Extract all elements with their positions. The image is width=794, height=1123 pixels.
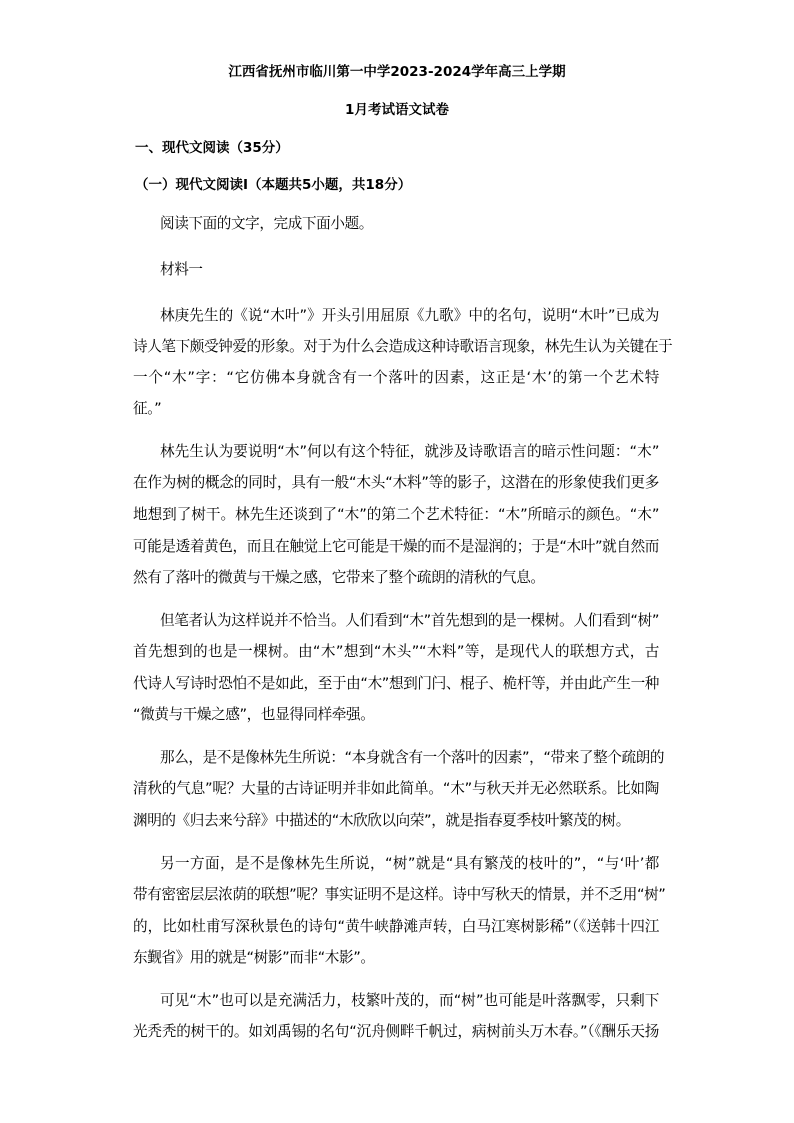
paragraph-line: “微黄与干燥之感”，也显得同样牵强。 — [133, 706, 375, 723]
exam-title-line2: 1月考试语文试卷 — [345, 102, 449, 118]
instruction-text: 阅读下面的文字，完成下面小题。 — [160, 215, 373, 232]
paragraph-line: 但笔者认为这样说并不恰当。人们看到“木”首先想到的是一棵树。人们看到“树” — [160, 612, 659, 629]
paragraph-line: 可见“木”也可以是充满活力，枝繁叶茂的，而“树”也可能是叶落飘零，只剩下 — [160, 992, 659, 1009]
paragraph-line: 征。” — [133, 400, 162, 417]
subsection-heading: （一）现代文阅读Ⅰ（本题共5小题，共18分） — [135, 177, 412, 193]
paragraph-line: 另一方面，是不是像林先生所说，“树”就是“具有繁茂的枝叶的”，“与‘叶’都 — [160, 855, 659, 872]
paragraph-line: 带有密密层层浓荫的联想”呢？事实证明不是这样。诗中写秋天的情景，并不乏用“树” — [133, 886, 666, 903]
paragraph-line: 代诗人写诗时恐怕不是如此，至于由“木”想到门闩、棍子、桅杆等，并由此产生一种 — [133, 675, 659, 692]
paragraph-line: 地想到了树干。林先生还谈到了“木”的第二个艺术特征：“木”所暗示的颜色。“木” — [133, 506, 659, 523]
paragraph-line: 那么，是不是像林先生所说：“本身就含有一个落叶的因素”，“带来了整个疏朗的 — [160, 749, 665, 766]
paragraph-line: 渊明的《归去来兮辞》中描述的“木欣欣以向荣”，就是指春夏季枝叶繁茂的树。 — [133, 812, 630, 829]
exam-title-line1: 江西省抚州市临川第一中学2023-2024学年高三上学期 — [228, 64, 566, 80]
paragraph-line: 林庚先生的《说“木叶”》开头引用屈原《九歌》中的名句，说明“木叶”已成为 — [160, 307, 659, 324]
paragraph-line: 清秋的气息”呢？大量的古诗证明并非如此简单。“木”与秋天并无必然联系。比如陶 — [133, 780, 659, 797]
paragraph-line: 光秃秃的树干的。如刘禹锡的名句“沉舟侧畔千帆过，病树前头万木春。”（《酬乐天扬 — [133, 1023, 659, 1040]
material-label: 材料一 — [160, 261, 203, 278]
paragraph-line: 一个“木”字：“它仿佛本身就含有一个落叶的因素，这正是‘木’的第一个艺术特 — [133, 369, 659, 386]
paragraph-line: 诗人笔下颇受钟爱的形象。对于为什么会造成这种诗歌语言现象，林先生认为关键在于 — [133, 338, 673, 355]
paragraph-line: 首先想到的也是一棵树。由“木”想到“木头”“木料”等，是现代人的联想方式，古 — [133, 643, 659, 660]
paragraph-line: 林先生认为要说明“木”何以有这个特征，就涉及诗歌语言的暗示性问题：“木” — [160, 443, 659, 460]
paragraph-line: 可能是透着黄色，而且在触觉上它可能是干燥的而不是湿润的；于是“木叶”就自然而 — [133, 538, 659, 555]
paragraph-line: 在作为树的概念的同时，具有一般“木头“木料”等的影子，这潜在的形象使我们更多 — [133, 474, 659, 491]
section-heading: 一、现代文阅读（35分） — [135, 140, 289, 156]
paragraph-line: 的，比如杜甫写深秋景色的诗句“黄牛峡静滩声转，白马江寒树影稀”（《送韩十四江 — [133, 918, 659, 935]
paragraph-line: 东觐省》用的就是“树影”而非“木影”。 — [133, 949, 375, 966]
paragraph-line: 然有了落叶的微黄与干燥之感，它带来了整个疏朗的清秋的气息。 — [133, 569, 545, 586]
